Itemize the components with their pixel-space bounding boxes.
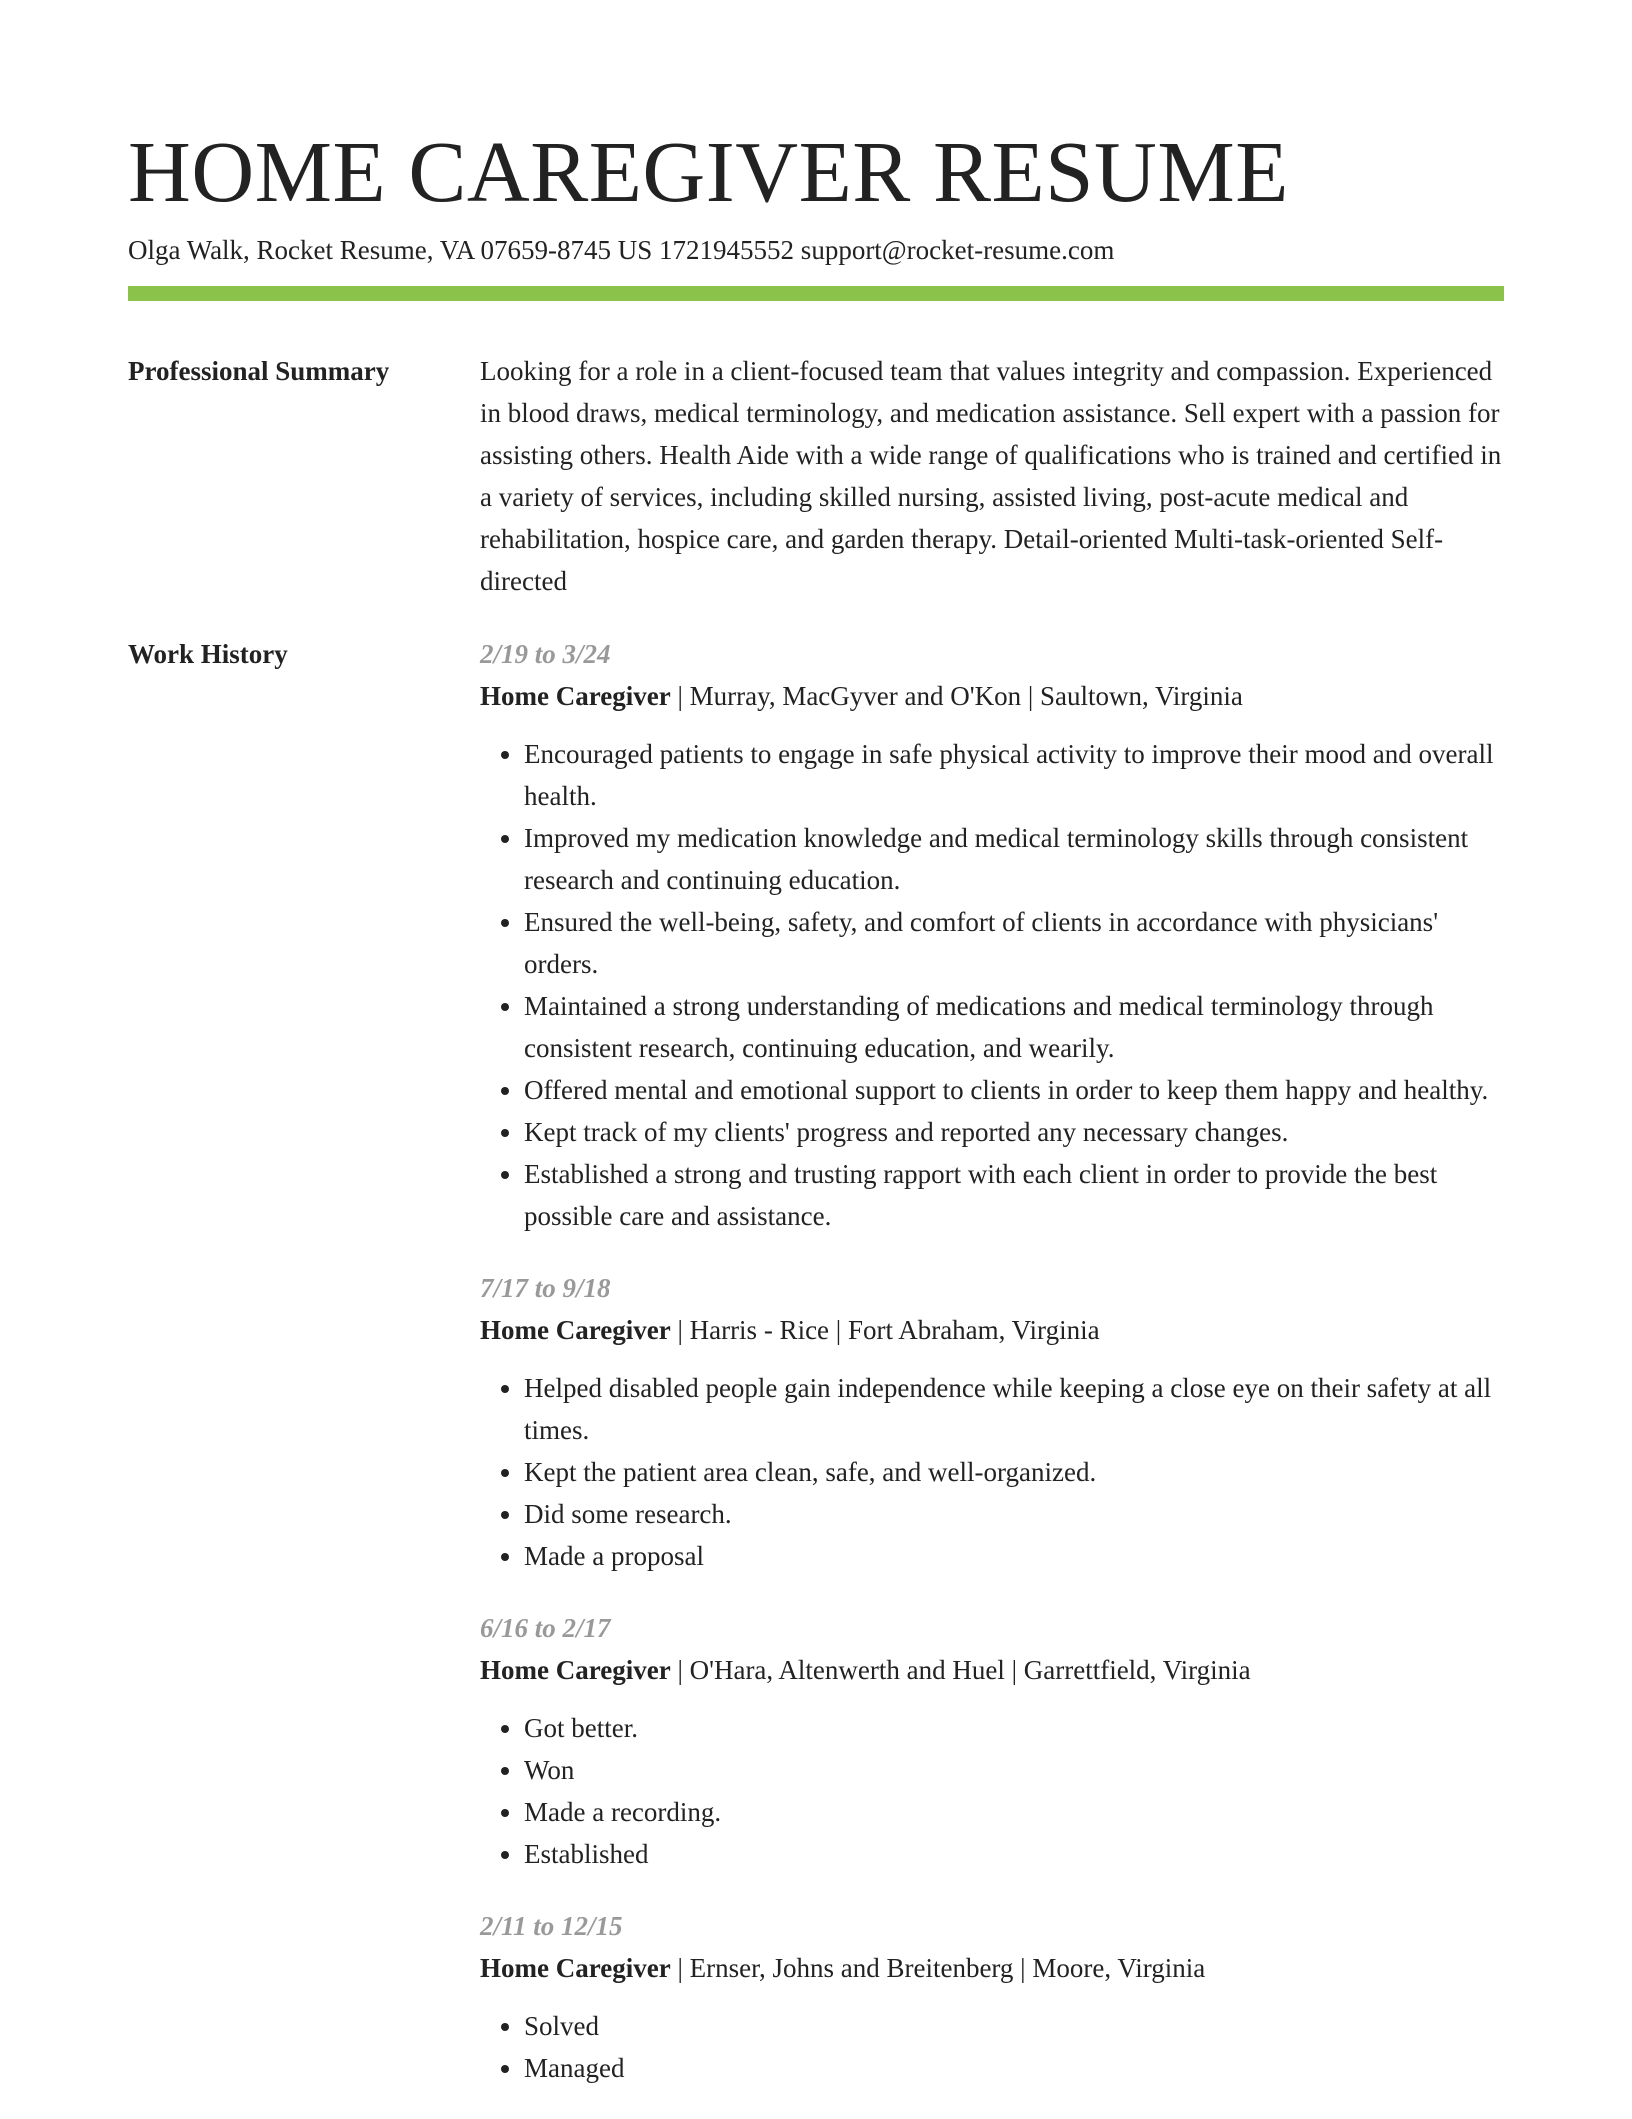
job-title: Home Caregiver <box>480 1953 671 1983</box>
job-entry <box>480 1607 1504 1875</box>
contact-line: Olga Walk, Rocket Resume, VA 07659-8745 US 1721945552 support@rocket-resume.com <box>128 235 1115 265</box>
job-heading <box>480 1947 1504 1989</box>
job-bullet-list <box>480 733 1504 1237</box>
job-heading <box>480 675 1504 717</box>
professional-summary-body <box>480 350 1504 602</box>
job-bullet: • Established a strong and trusting rapport with each client in order to provide the best possible care and assistance. <box>524 1153 1504 1237</box>
job-bullet: • Managed <box>524 2047 1504 2089</box>
job-employer-location: | O'Hara, Altenwerth and Huel | Garrettfield, Virginia <box>670 1655 1251 1685</box>
job-bullet: • Did some research. <box>524 1493 1504 1535</box>
professional-summary-label: Professional Summary <box>128 356 390 386</box>
job-dates: 6/16 to 2/17 <box>480 1613 611 1643</box>
job-dates: 2/19 to 3/24 <box>480 639 611 669</box>
job-heading <box>480 1649 1504 1691</box>
job-title: Home Caregiver <box>480 681 671 711</box>
job-bullet: • Established <box>524 1833 1504 1875</box>
job-employer-location: | Ernser, Johns and Breitenberg | Moore, Virginia <box>670 1953 1206 1983</box>
job-bullet: • Kept the patient area clean, safe, and well-organized. <box>524 1451 1504 1493</box>
job-bullet: • Encouraged patients to engage in safe physical activity to improve their mood and overall health. <box>524 733 1504 817</box>
job-heading <box>480 1309 1504 1351</box>
job-bullet-list <box>480 1707 1504 1875</box>
job-bullet: • Solved <box>524 2005 1504 2047</box>
professional-summary-text: Looking for a role in a client-focused team that values integrity and compassion. Experienced in blood draws, medical terminology, and medication assistance. Sell expert with a passion for assisting others. Health Aide with a wide range of qualifications who is trained and certified in a variety of services, including skilled nursing, assisted living, post-acute medical and rehabilitation, hospice care, and garden therapy. Detail-oriented Multi-task-oriented Self-directed <box>480 356 1502 596</box>
job-dates: 7/17 to 9/18 <box>480 1273 611 1303</box>
job-employer-location: | Murray, MacGyver and O'Kon | Saultown, Virginia <box>670 681 1243 711</box>
job-bullet: • Improved my medication knowledge and medical terminology skills through consistent research and continuing education. <box>524 817 1504 901</box>
work-history-body <box>480 633 1504 2119</box>
job-bullet: • Maintained a strong understanding of medications and medical terminology through consistent research, continuing education, and wearily. <box>524 985 1504 1069</box>
job-title: Home Caregiver <box>480 1315 671 1345</box>
resume-title: HOME CAREGIVER RESUME <box>128 123 1289 220</box>
work-history-label: Work History <box>128 639 288 669</box>
job-bullet: • Got better. <box>524 1707 1504 1749</box>
job-bullet: • Offered mental and emotional support to clients in order to keep them happy and healthy. <box>524 1069 1504 1111</box>
job-bullet: • Helped disabled people gain independence while keeping a close eye on their safety at all times. <box>524 1367 1504 1451</box>
job-employer-location: | Harris - Rice | Fort Abraham, Virginia <box>670 1315 1100 1345</box>
job-title: Home Caregiver <box>480 1655 671 1685</box>
job-entry <box>480 633 1504 1237</box>
job-bullet: • Kept track of my clients' progress and reported any necessary changes. <box>524 1111 1504 1153</box>
job-bullet: • Won <box>524 1749 1504 1791</box>
job-entry <box>480 1267 1504 1577</box>
job-dates: 2/11 to 12/15 <box>480 1911 623 1941</box>
job-bullet: • Made a proposal <box>524 1535 1504 1577</box>
job-bullet: • Ensured the well-being, safety, and comfort of clients in accordance with physicians' orders. <box>524 901 1504 985</box>
accent-divider <box>128 286 1504 301</box>
job-entry <box>480 1905 1504 2089</box>
job-bullet-list <box>480 2005 1504 2089</box>
job-bullet: • Made a recording. <box>524 1791 1504 1833</box>
job-bullet-list <box>480 1367 1504 1577</box>
